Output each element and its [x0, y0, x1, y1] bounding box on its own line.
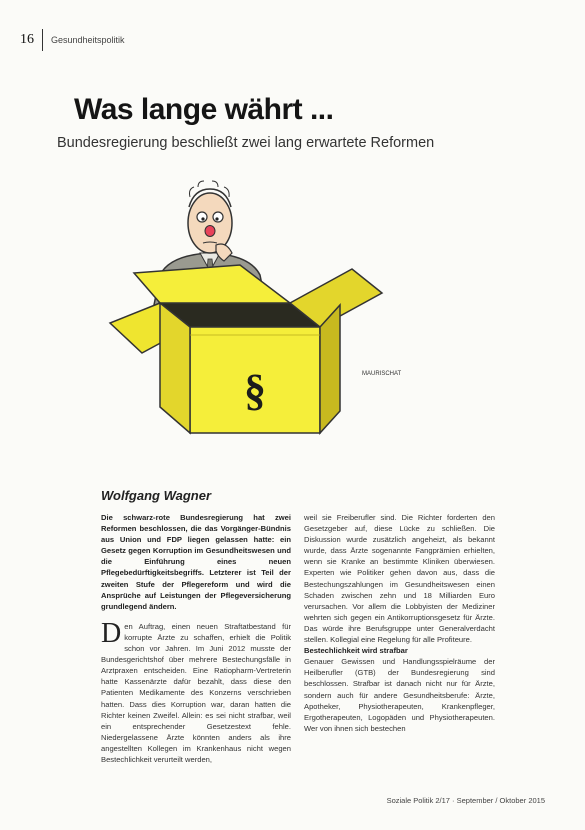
body-text-left: en Auftrag, einen neuen Straftatbestand für korrupte Ärzte zu schaffen, erhielt die Politik schon vor Jahren. Im Juni 2012 musste der Bundesgerichtshof über mehrere Bestechungsfälle in Arztpraxen entscheiden. Eine Ratiopharm-Vertreterin hatte Kassenärzte dafür bezahlt, dass diese den Patienten Medikamente des Konzerns verschrieben hatten. Dass dies Korruption war, daran hatten die Richter keinen Zweifel. Allein: es sei nicht strafbar, weil ein entsprechender Gesetzestext fehle. Niedergelassene Ärzte könnten anders als ihre angestellten Kollegen im Krankenhaus nicht wegen Bestechlichkeit verurteilt werden, — [101, 621, 291, 764]
page-footer: Soziale Politik 2/17 · September / Oktober 2015 — [386, 796, 545, 805]
article-title: Was lange währt ... — [74, 93, 334, 126]
page-number: 16 — [20, 32, 34, 47]
body-paragraph-left — [101, 617, 291, 765]
header-divider — [42, 29, 43, 51]
column-right — [304, 512, 495, 734]
body-text-right-2: Genauer Gewissen und Handlungsspielräume der Heilberufler (GTB) der Bundesregierung sind beschlossen. Strafbar ist danach nicht nur für Ärzte, sondern auch für andere Gesundheitsberufe: Ärzte, Apotheker, Physiotherapeuten, Krankenpfleger, Ergotherapeuten, Logopäden und Physiotherapeuten. Wer von ihnen sich bestechen — [304, 657, 495, 733]
author-name: Wolfgang Wagner — [101, 488, 212, 503]
drop-cap: D — [101, 617, 122, 649]
paragraph-symbol: § — [244, 366, 266, 415]
section-subheading: Bestechlichkeit wird strafbar — [304, 646, 408, 656]
article-lead: Die schwarz-rote Bundesregierung hat zwei Reformen beschlossen, die das Vorgänger-Bündnis aus Union und FDP liegen gelassen hatte: ein Gesetz gegen Korruption im Gesundheitswesen und die Einführung eines neuen Pflegebedürftigkeitsbegriffs. Letzterer ist Teil der zweiten Stufe der Pflegereform und wird die Ansprüche auf Leistungen der Pflegeversicherung grundlegend ändern. — [101, 513, 291, 611]
column-left — [101, 512, 291, 765]
body-text-right: weil sie Freiberufler sind. Die Richter forderten den Gesetzgeber auf, diese Lücke zu schließen. Die Diskussion wurde zusätzlich angeheizt, als bekannt wurde, dass Ärzte sogenannte Fangprämien erhielten, wenn sie Kranke an bestimmte Kliniken überwiesen. Experten wie Politiker gehen davon aus, dass die Bestechungszahlungen im Gesundheitswesen einen Schaden zwischen zehn und 18 Milliarden Euro verursachen. Vor allem die Lobbyisten der Mediziner wehrten sich gegen ein Antikorruptionsgesetz für Ärzte. Das würde ihre Berufsgruppe unter Generalverdacht stellen. Kollegial eine Regelung für alle Profiteure. — [304, 513, 495, 645]
page-header — [20, 30, 125, 50]
red-nose — [205, 226, 215, 237]
article-subtitle: Bundesregierung beschließt zwei lang erwartete Reformen — [57, 135, 435, 151]
cartoon-illustration — [90, 175, 420, 445]
cartoonist-signature: MAURISCHAT — [362, 371, 402, 377]
section-label: Gesundheitspolitik — [51, 35, 125, 45]
